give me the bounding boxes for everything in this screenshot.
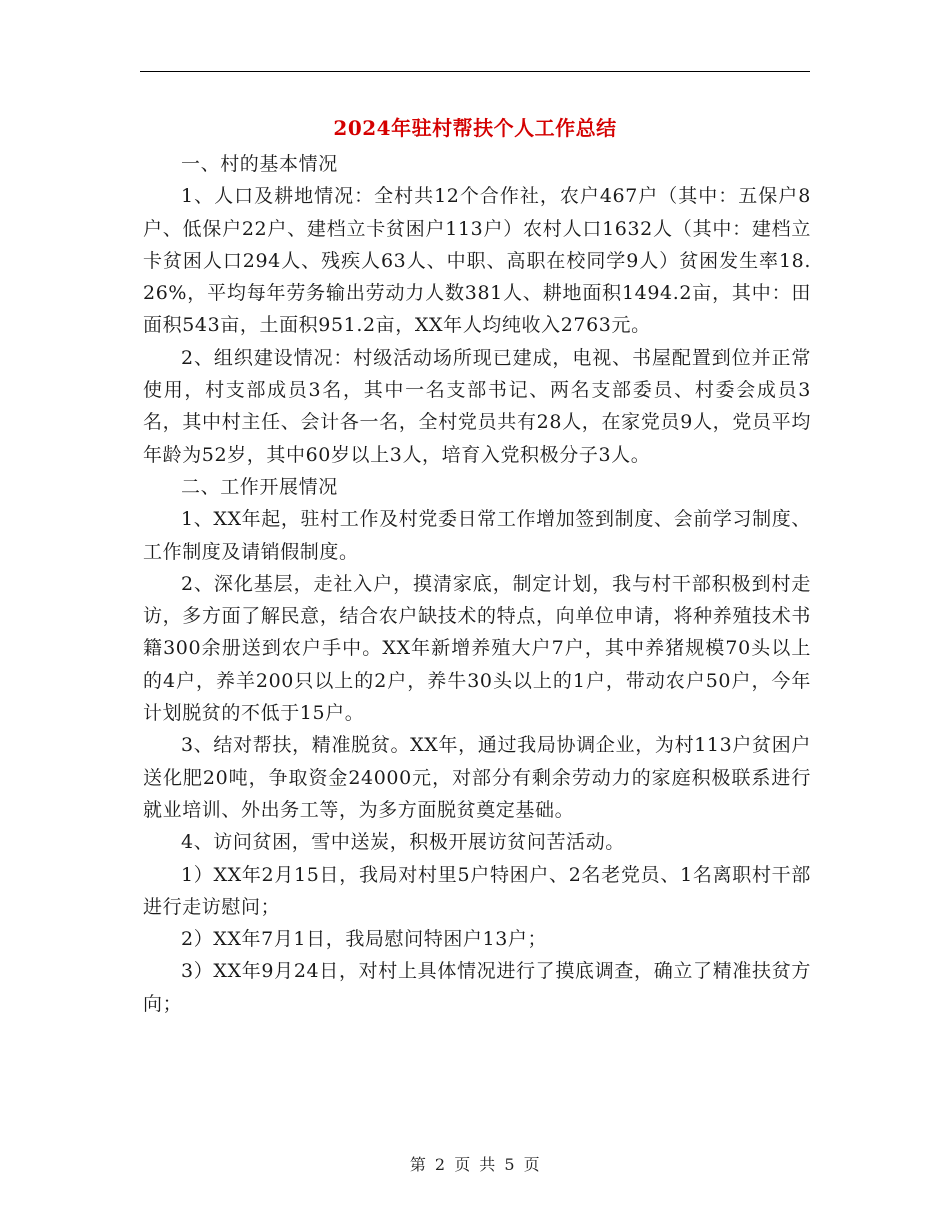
paragraph-population: 1、人口及耕地情况：全村共12个合作社，农户467户（其中：五保户8户、低保户22户、建档立卡贫困户113户）农村人口1632人（其中：建档立卡贫困人口294人、残疾人63人、中职、高职在校同学9人）贫困发生率18.26%，平均每年劳务输出劳动力人数381人、耕地面积1494.2亩，其中：田面积543亩，土面积951.2亩，XX年人均纯收入2763元。 [143, 185, 811, 337]
page-number-footer: 第 2 页 共 5 页 [409, 1155, 541, 1174]
document-title: 2024年驻村帮扶个人工作总结 [333, 116, 617, 140]
paragraph-work-1: 1、XX年起，驻村工作及村党委日常工作增加签到制度、会前学习制度、工作制度及请销假制度。 [143, 508, 811, 563]
paragraph-organization: 2、组织建设情况：村级活动场所现已建成，电视、书屋配置到位并正常使用，村支部成员3名，其中一名支部书记、两名支部委员、村委会成员3名，其中村主任、会计各一名，全村党员共有28人，在家党员9人，党员平均年龄为52岁，其中60岁以上3人，培育入党积极分子3人。 [143, 346, 811, 466]
header-rule [140, 71, 810, 72]
list-item-visit-2: 2）XX年7月1日，我局慰问特困户13户； [181, 928, 548, 951]
paragraph-work-2: 2、深化基层，走社入户，摸清家底，制定计划，我与村干部积极到村走访，多方面了解民意，结合农户缺技术的特点，向单位申请，将种养殖技术书籍300余册送到农户手中。XX年新增养殖大户7户，其中养猪规模70头以上的4户，养羊200只以上的2户，养牛30头以上的1户，带动农户50户，今年计划脱贫的不低于15户。 [143, 572, 811, 725]
section-heading-basic-info: 一、村的基本情况 [181, 153, 338, 175]
section-heading-work: 二、工作开展情况 [181, 475, 338, 498]
paragraph-work-4: 4、访问贫困，雪中送炭，积极开展访贫问苦活动。 [181, 831, 625, 854]
paragraph-work-3: 3、结对帮扶，精准脱贫。XX年，通过我局协调企业，为村113户贫困户送化肥20吨，争取资金24000元，对部分有剩余劳动力的家庭积极联系进行就业培训、外出务工等，为多方面脱贫奠定基础。 [143, 734, 811, 821]
list-item-visit-3: 3）XX年9月24日，对村上具体情况进行了摸底调查，确立了精准扶贫方向； [143, 960, 811, 1015]
document-body [143, 148, 811, 1020]
list-item-visit-1: 1）XX年2月15日，我局对村里5户特困户、2名老党员、1名离职村干部进行走访慰问； [143, 863, 811, 918]
